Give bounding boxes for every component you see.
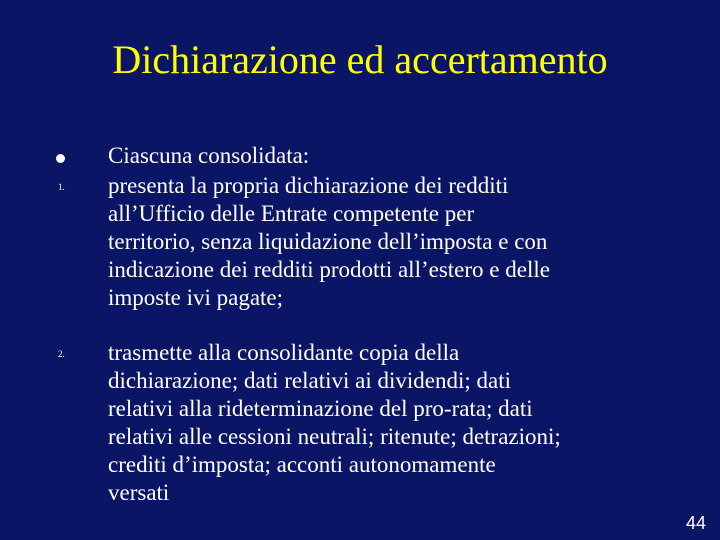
page-number: 44 [685,513,706,533]
list-item-text: trasmette alla consolidante copia della dichiarazione; dati relativi ai dividendi; dati relativi alla rideterminazione del pro-rata; dati relativi alle cessioni neutrali; ritenute; detrazioni; crediti d’imposta; acconti autonomamente versati [108,340,561,505]
list-item-text: presenta la propria dichiarazione dei redditi all’Ufficio delle Entrate competente per territorio, senza liquidazione dell’imposta e con indicazione dei redditi prodotti all’estero e delle imposte ivi pagate; [108,173,550,310]
list-number: 2. [58,349,65,359]
list-number: 1. [58,182,65,192]
list-item-intro [0,142,720,172]
list-item-2 [0,339,720,507]
list-item-1 [0,172,720,339]
list-item-text: Ciascuna consolidata: [108,143,310,168]
bullet-dot-icon [56,154,65,163]
slide-body-list [0,142,720,507]
slide-title: Dichiarazione ed accertamento [112,37,608,82]
